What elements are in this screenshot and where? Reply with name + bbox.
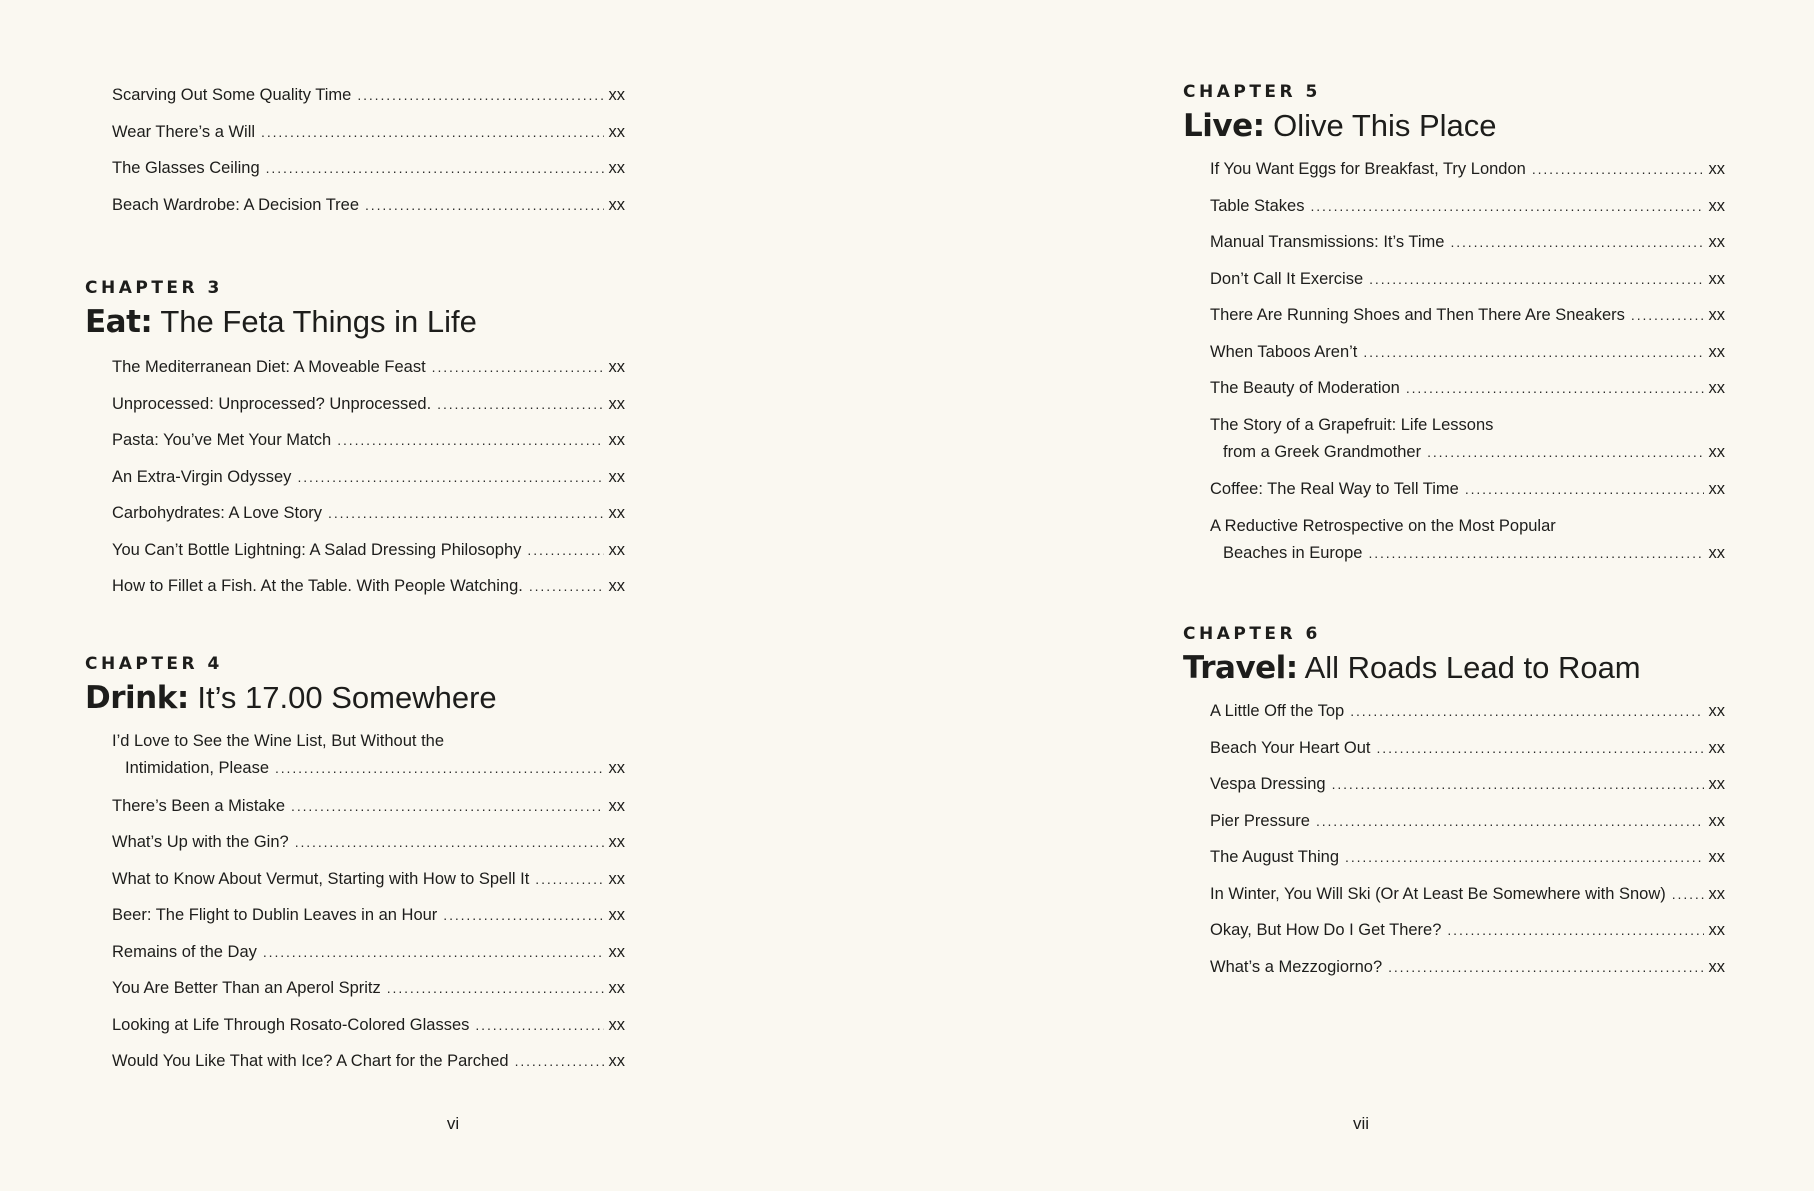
dot-leader	[387, 975, 604, 1001]
dot-leader	[266, 155, 604, 181]
toc-entry-title: Pasta: You’ve Met Your Match	[112, 431, 332, 449]
toc-entry-title: Remains of the Day	[112, 942, 257, 961]
left-page	[85, 0, 625, 1191]
dot-leader	[1406, 375, 1704, 401]
toc-entry[interactable]	[1183, 229, 1725, 255]
dot-leader	[515, 1048, 604, 1074]
toc-entry-title: What to Know About Vermut, Starting with How to Spell It	[112, 869, 530, 888]
chapter-title-rest: The Feta Things in Life	[160, 304, 477, 339]
chapter-title-rest: Olive This Place	[1273, 108, 1497, 143]
toc-entry-title: Wear There’s a Will	[112, 122, 256, 141]
dot-leader	[291, 793, 603, 819]
toc-entry-page: xx	[608, 942, 625, 961]
chapter-title	[1183, 106, 1725, 146]
dot-leader	[443, 902, 603, 928]
chapter-title-lead: Live:	[1183, 108, 1265, 144]
toc-entry[interactable]	[85, 537, 625, 563]
toc-entry[interactable]	[85, 354, 625, 380]
toc-entry-title: When Taboos Aren’t	[1210, 342, 1358, 361]
toc-entry-title: Beach Wardrobe: A Decision Tree	[112, 195, 360, 214]
toc-entry-page: xx	[608, 1052, 625, 1070]
toc-entry-page: xx	[608, 159, 625, 177]
toc-entry-page: xx	[1708, 379, 1725, 397]
chapter-number: CHAPTER 6	[1183, 624, 1321, 644]
toc-entry-page: xx	[1708, 442, 1725, 461]
toc-entry-page: xx	[1708, 921, 1725, 939]
chapter-number: CHAPTER 4	[85, 654, 223, 674]
dot-leader	[1672, 881, 1704, 907]
toc-entry[interactable]	[85, 1012, 625, 1038]
toc-list	[1183, 156, 1725, 401]
toc-entry[interactable]	[85, 866, 625, 892]
toc-entry-page: xx	[1708, 775, 1725, 793]
dot-leader	[432, 354, 604, 380]
dot-leader	[535, 866, 603, 892]
chapter-title	[85, 678, 625, 718]
toc-entry-title: Pier Pressure	[1210, 811, 1310, 830]
toc-entry-page: xx	[608, 796, 625, 815]
toc-entry-title: Don’t Call It Exercise	[1210, 269, 1364, 288]
toc-entry-page: xx	[608, 869, 625, 888]
dot-leader	[1465, 476, 1704, 502]
toc-entry[interactable]	[1183, 698, 1725, 724]
chapter-number: CHAPTER 3	[85, 278, 223, 298]
dot-leader	[297, 464, 603, 490]
toc-entry-title: Scarving Out Some Quality Time	[112, 86, 352, 104]
toc-entry-title: Carbohydrates: A Love Story	[112, 504, 323, 522]
page-number: vi	[446, 1114, 460, 1133]
toc-entry-page: xx	[1708, 269, 1725, 288]
chapter-3	[85, 278, 625, 610]
toc-entry[interactable]	[1183, 266, 1725, 292]
toc-entry-title-line2: from a Greek Grandmother	[1223, 442, 1422, 461]
dot-leader	[1631, 302, 1704, 328]
toc-entry[interactable]	[1183, 156, 1725, 182]
toc-entry-title: If You Want Eggs for Breakfast, Try London	[1210, 160, 1526, 178]
toc-entry-title: Coffee: The Real Way to Tell Time	[1210, 480, 1459, 498]
toc-entry-page: xx	[1708, 196, 1725, 215]
toc-entry-title: Okay, But How Do I Get There?	[1210, 921, 1442, 939]
toc-entry-title: You Are Better Than an Aperol Spritz	[112, 979, 381, 997]
toc-entry-title-line2: Beaches in Europe	[1223, 543, 1363, 562]
toc-entry-title: Beer: The Flight to Dublin Leaves in an Hour	[112, 906, 438, 924]
page-number: vii	[1352, 1114, 1370, 1133]
toc-entry-page: xx	[608, 833, 625, 851]
toc-entry[interactable]	[85, 573, 625, 599]
chapter-4	[85, 654, 625, 1085]
dot-leader	[1450, 229, 1703, 255]
toc-entry[interactable]	[85, 500, 625, 526]
toc-entry-title-line2: Intimidation, Please	[125, 759, 269, 777]
toc-entry[interactable]	[85, 192, 625, 218]
toc-entry-title-line1: The Story of a Grapefruit: Life Lessons	[1210, 415, 1494, 434]
chapter-5	[1183, 82, 1725, 577]
toc-entry[interactable]	[1183, 917, 1725, 943]
dot-leader	[275, 754, 604, 782]
chapter-title-lead: Drink:	[85, 680, 189, 716]
toc-entry[interactable]	[1183, 412, 1725, 466]
toc-entry-title: Would You Like That with Ice? A Chart for the Parched	[112, 1052, 509, 1070]
toc-entry[interactable]	[85, 728, 625, 782]
toc-entry[interactable]	[1183, 844, 1725, 870]
dot-leader	[365, 192, 603, 218]
toc-entry-page: xx	[608, 504, 625, 522]
toc-entry-page: xx	[1708, 702, 1725, 720]
toc-entry-page: xx	[608, 394, 625, 413]
toc-entry-page: xx	[1708, 543, 1725, 562]
toc-entry[interactable]	[85, 975, 625, 1001]
dot-leader	[263, 939, 604, 965]
dot-leader	[1310, 193, 1703, 219]
toc-list	[85, 82, 625, 218]
toc-entry-page: xx	[608, 358, 625, 376]
toc-entry-title: In Winter, You Will Ski (Or At Least Be Somewhere with Snow)	[1210, 884, 1666, 903]
dot-leader	[1377, 735, 1704, 761]
dot-leader	[261, 119, 603, 145]
toc-entry-page: xx	[1708, 160, 1725, 178]
toc-entry-page: xx	[1708, 342, 1725, 361]
toc-entry[interactable]	[1183, 339, 1725, 365]
toc-entry[interactable]	[85, 391, 625, 417]
chapter-title-rest: It’s 17.00 Somewhere	[197, 680, 497, 715]
toc-list	[1183, 412, 1725, 567]
toc-entry-title: An Extra-Virgin Odyssey	[112, 467, 292, 486]
dot-leader	[1316, 808, 1704, 834]
toc-entry-title-line1: I’d Love to See the Wine List, But Without the	[112, 732, 445, 750]
toc-entry[interactable]	[1183, 513, 1725, 567]
toc-entry-page: xx	[1708, 884, 1725, 903]
toc-entry-title: The Beauty of Moderation	[1210, 379, 1400, 397]
toc-entry[interactable]	[1183, 193, 1725, 219]
dot-leader	[1350, 698, 1703, 724]
dot-leader	[437, 391, 603, 417]
toc-list	[85, 354, 625, 599]
toc-entry[interactable]	[1183, 954, 1725, 980]
toc-entry[interactable]	[85, 1048, 625, 1074]
toc-entry[interactable]	[85, 902, 625, 928]
intro-entries-block	[85, 82, 625, 228]
toc-list	[85, 793, 625, 1075]
toc-entry-title: Manual Transmissions: It’s Time	[1210, 233, 1445, 251]
toc-entry-page: xx	[608, 86, 625, 104]
dot-leader	[1363, 339, 1703, 365]
dot-leader	[1427, 438, 1703, 466]
toc-entry[interactable]	[1183, 771, 1725, 797]
toc-entry[interactable]	[85, 155, 625, 181]
chapter-6	[1183, 624, 1725, 990]
toc-list	[85, 728, 625, 782]
toc-entry[interactable]	[85, 427, 625, 453]
dot-leader	[529, 573, 604, 599]
toc-entry-page: xx	[608, 759, 625, 777]
toc-entry[interactable]	[85, 464, 625, 490]
chapter-title-lead: Eat:	[85, 304, 153, 340]
dot-leader	[1345, 844, 1703, 870]
dot-leader	[1388, 954, 1703, 980]
dot-leader	[328, 500, 603, 526]
toc-entry-title-line1: A Reductive Retrospective on the Most Popular	[1210, 516, 1556, 535]
toc-entry[interactable]	[85, 829, 625, 855]
toc-entry-title: There Are Running Shoes and Then There Are Sneakers	[1210, 306, 1625, 324]
toc-entry-title: There’s Been a Mistake	[112, 796, 286, 815]
toc-entry-page: xx	[1708, 957, 1725, 976]
chapter-title-rest: All Roads Lead to Roam	[1304, 650, 1641, 685]
chapter-title-lead: Travel:	[1183, 650, 1298, 686]
toc-entry-title: What’s a Mezzogiorno?	[1210, 957, 1383, 976]
toc-entry-page: xx	[608, 979, 625, 997]
right-page	[1183, 0, 1725, 1191]
chapter-title	[85, 302, 625, 342]
toc-entry-page: xx	[608, 195, 625, 214]
toc-entry[interactable]	[1183, 375, 1725, 401]
dot-leader	[475, 1012, 603, 1038]
toc-entry-title: Unprocessed: Unprocessed? Unprocessed.	[112, 394, 432, 413]
toc-entry-page: xx	[1708, 480, 1725, 498]
dot-leader	[1368, 539, 1703, 567]
toc-entry-title: Beach Your Heart Out	[1210, 738, 1371, 757]
toc-entry-page: xx	[608, 577, 625, 595]
dot-leader	[1447, 917, 1703, 943]
dot-leader	[357, 82, 603, 108]
dot-leader	[337, 427, 603, 453]
toc-entry[interactable]	[1183, 881, 1725, 907]
toc-entry[interactable]	[1183, 735, 1725, 761]
toc-entry-page: xx	[608, 467, 625, 486]
dot-leader	[295, 829, 604, 855]
toc-entry[interactable]	[85, 82, 625, 108]
toc-entry-page: xx	[1708, 811, 1725, 830]
toc-entry[interactable]	[85, 793, 625, 819]
toc-entry-page: xx	[1708, 306, 1725, 324]
toc-entry-title: How to Fillet a Fish. At the Table. With People Watching.	[112, 577, 523, 595]
toc-entry-page: xx	[608, 906, 625, 924]
chapter-title	[1183, 648, 1725, 688]
toc-entry-page: xx	[1708, 738, 1725, 757]
dot-leader	[1369, 266, 1703, 292]
toc-entry-title: The Mediterranean Diet: A Moveable Feast	[112, 358, 426, 376]
toc-entry-title: The Glasses Ceiling	[112, 159, 260, 177]
toc-entry-title: Vespa Dressing	[1210, 775, 1326, 793]
toc-list	[1183, 698, 1725, 980]
toc-entry-page: xx	[1708, 848, 1725, 866]
dot-leader	[527, 537, 603, 563]
toc-entry[interactable]	[1183, 476, 1725, 502]
toc-entry-title: A Little Off the Top	[1210, 702, 1345, 720]
dot-leader	[1532, 156, 1704, 182]
toc-entry[interactable]	[1183, 302, 1725, 328]
toc-entry-page: xx	[608, 122, 625, 141]
toc-entry-page: xx	[608, 540, 625, 559]
toc-entry-title: What’s Up with the Gin?	[112, 833, 289, 851]
toc-entry-title: You Can’t Bottle Lightning: A Salad Dressing Philosophy	[112, 540, 522, 559]
toc-entry-title: The August Thing	[1210, 848, 1340, 866]
toc-entry-page: xx	[608, 431, 625, 449]
toc-entry-page: xx	[608, 1015, 625, 1034]
toc-entry[interactable]	[85, 939, 625, 965]
toc-entry-title: Looking at Life Through Rosato-Colored Glasses	[112, 1015, 470, 1034]
toc-entry[interactable]	[1183, 808, 1725, 834]
toc-entry[interactable]	[85, 119, 625, 145]
chapter-number: CHAPTER 5	[1183, 82, 1321, 102]
dot-leader	[1332, 771, 1704, 797]
toc-entry-page: xx	[1708, 233, 1725, 251]
toc-entry-title: Table Stakes	[1210, 196, 1305, 215]
